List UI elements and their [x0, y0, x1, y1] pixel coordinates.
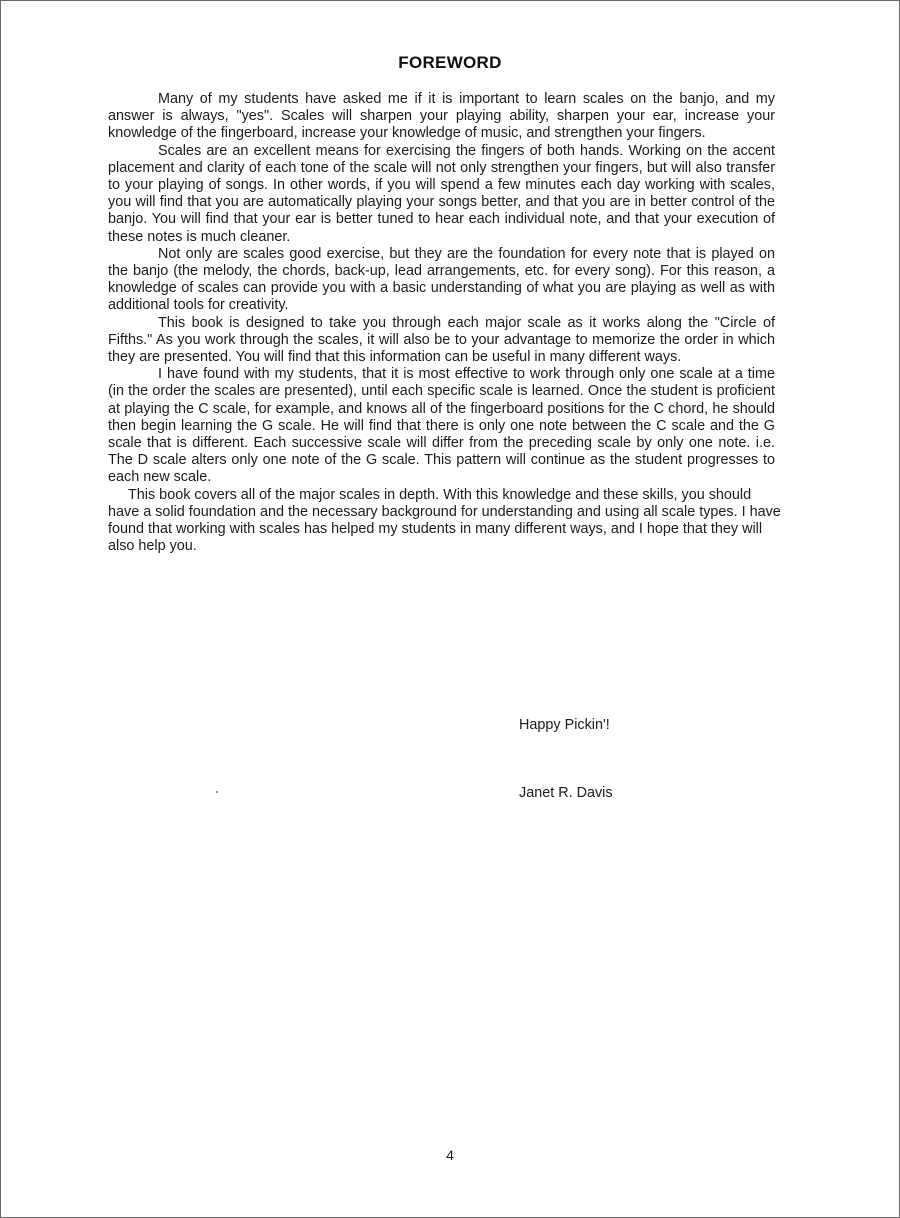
paragraph-4: This book is designed to take you through each major scale as it works along the "Circle of Fifths." As you work through the scales, it will also be to your advantage to memorize the order in which they are presented. You will find that this information can be useful in many different ways.: [108, 314, 775, 366]
closing-line: Happy Pickin'!: [519, 717, 610, 733]
page-title: FOREWORD: [398, 53, 502, 72]
scan-speck: [216, 791, 218, 793]
paragraph-2: Scales are an excellent means for exercising the fingers of both hands. Working on the accent placement and clarity of each tone of the scale will not only strengthen your fingers, but will also transfer to your playing of songs. In other words, if you will spend a few minutes each day working with scales, you will find that you are automatically playing your songs better, and that you are in better control of the banjo. You will find that your ear is better tuned to hear each individual note, and that your execution of these notes is much cleaner.: [108, 142, 775, 245]
author-signature: Janet R. Davis: [519, 785, 613, 801]
paragraph-1: Many of my students have asked me if it is important to learn scales on the banjo, and my answer is always, "yes". Scales will sharpen your playing ability, sharpen your ear, increase your knowledge of the fingerboard, increase your knowledge of music, and strengthen your fingers.: [108, 91, 775, 142]
paragraph-3: Not only are scales good exercise, but they are the foundation for every note that is played on the banjo (the melody, the chords, back-up, lead arrangements, etc. for every song). For this reason, a knowledge of scales can provide you with a basic understanding of what you are playing as well as with additional tools for creativity.: [108, 245, 775, 314]
paragraph-5: I have found with my students, that it is most effective to work through only one scale at a time (in the order the scales are presented), until each specific scale is learned. Once the student is proficient at playing the C scale, for example, and knows all of the fingerboard positions for the C chord, he should then begin learning the G scale. He will find that there is only one note between the C scale and the G scale that is different. Each successive scale will differ from the preceding scale by only one note. i.e. The D scale alters only one note of the G scale. This pattern will continue as the student progresses to each new scale.: [108, 366, 775, 486]
page-number: 4: [446, 1147, 454, 1163]
foreword-body: [108, 91, 781, 555]
paragraph-6: This book covers all of the major scales in depth. With this knowledge and these skills, you should have a solid foundation and the necessary background for understanding and using all scale types. I have found that working with scales has helped my students in many different ways, and I hope that they will also help you.: [108, 486, 781, 555]
